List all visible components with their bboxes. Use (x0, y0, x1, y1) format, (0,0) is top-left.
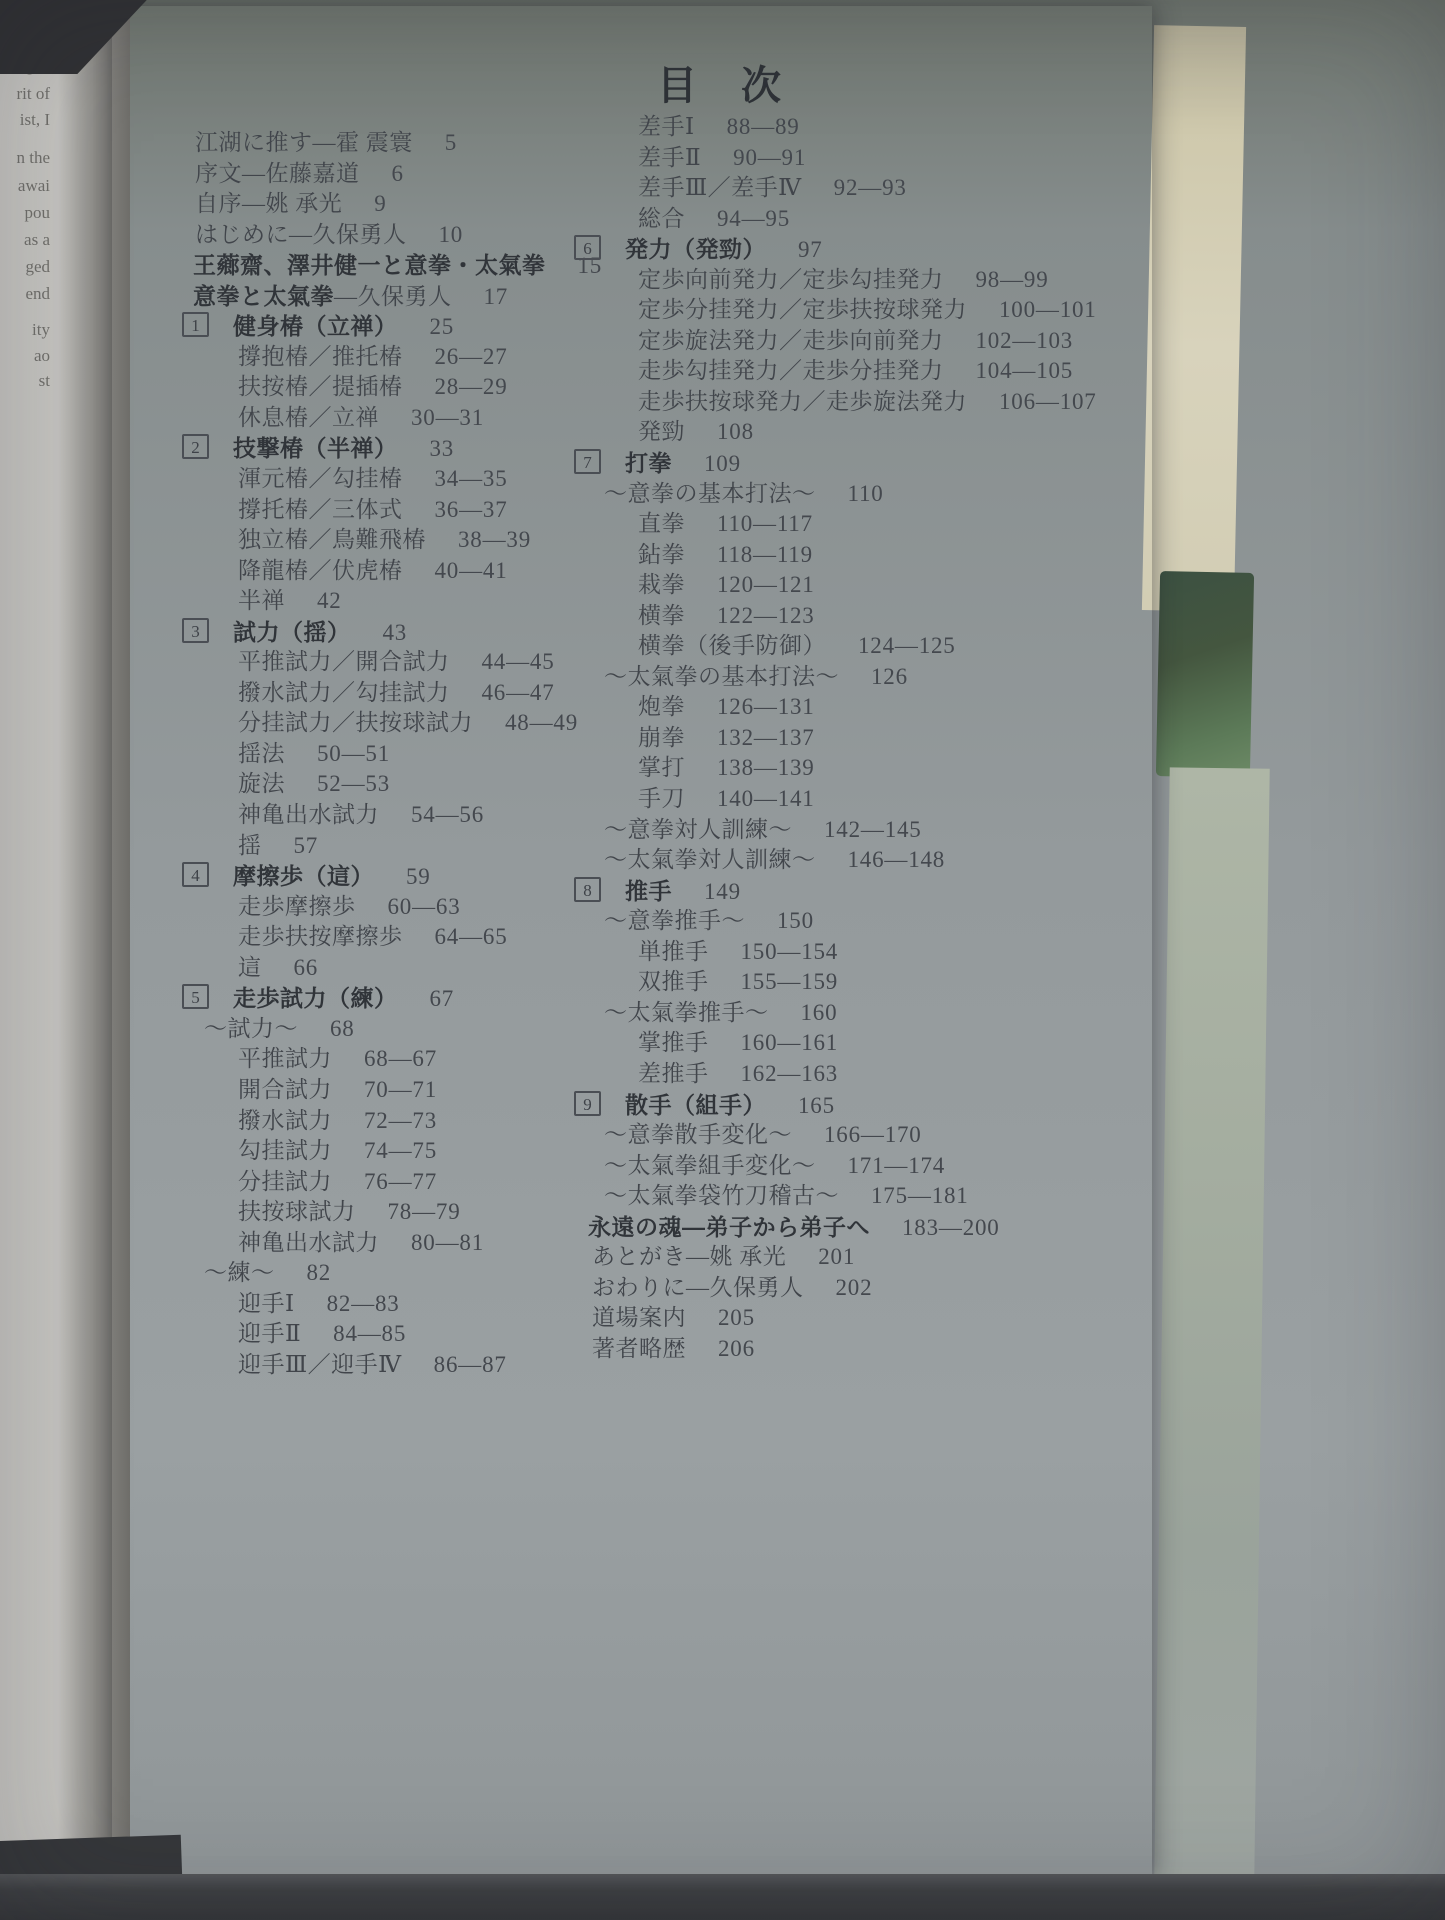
toc-entry-pages: 202 (835, 1274, 873, 1300)
toc-entry-pages: 109 (704, 451, 741, 477)
toc-entry-pages: 48―49 (505, 710, 578, 736)
toc-entry-pages: 124―125 (858, 633, 956, 659)
toc-entry-label: はじめに―久保勇人 (195, 221, 407, 247)
toc-entry-label: 摩擦歩（這） (233, 863, 374, 890)
toc-entry (574, 876, 1094, 907)
toc-entry-pages: 9 (374, 191, 387, 217)
toc-entry (574, 234, 1094, 265)
toc-entry-pages: 86―87 (433, 1351, 507, 1377)
toc-entry-pages: 30―31 (411, 404, 484, 430)
toc-entry (638, 937, 1094, 968)
toc-entry-label: 定歩旋法発力／走歩向前発力 (638, 327, 944, 353)
left-page-text-fragment: pou (24, 203, 50, 222)
toc-entry-label: 渾元椿／勾挂椿 (238, 466, 403, 492)
toc-entry-label: 走歩摩擦歩 (238, 893, 356, 919)
toc-entry-label: 勾挂試力 (238, 1138, 332, 1164)
toc-entry-pages: 140―141 (717, 786, 815, 812)
toc-entry-pages: 171―174 (847, 1152, 946, 1178)
toc-entry-pages: 26―27 (434, 343, 508, 369)
toc-entry-label: 撥水試力／勾挂試力 (238, 679, 450, 705)
toc-entry-pages: 90―91 (733, 144, 807, 170)
toc-entry-label: 撐托椿／三体式 (238, 496, 403, 522)
toc-entry-label: 撥水試力 (238, 1107, 332, 1133)
toc-entry-pages: 76―77 (364, 1168, 437, 1194)
toc-entry-pages: 74―75 (364, 1138, 437, 1164)
toc-entry-pages: 54―56 (411, 802, 484, 828)
toc-entry-label: ～意拳推手～ (604, 908, 745, 934)
toc-entry-label: ～意拳対人訓練～ (604, 816, 792, 842)
toc-entry-pages: 94―95 (717, 205, 790, 231)
toc-entry (604, 815, 1094, 846)
toc-entry-label: 差手Ⅲ／差手Ⅳ (638, 175, 802, 201)
toc-entry-pages: 5 (444, 130, 458, 155)
toc-entry-pages: 98―99 (975, 266, 1049, 292)
toc-entry-pages: 68 (330, 1015, 355, 1041)
toc-entry-label: おわりに―久保勇人 (592, 1274, 804, 1300)
chapter-number-box: 7 (574, 449, 601, 474)
toc-entry-label: 意拳と太氣拳 (193, 282, 334, 309)
toc-entry-pages: 146―148 (847, 847, 946, 873)
toc-entry-label: 炮拳 (638, 694, 685, 720)
toc-entry (592, 1273, 1094, 1304)
toc-entry-label: 鉆拳 (638, 541, 685, 567)
chapter-number-box: 1 (182, 312, 209, 337)
toc-entry-label: 序文―佐藤嘉道 (195, 160, 360, 186)
toc-entry-pages: 104―105 (975, 358, 1074, 384)
toc-entry (592, 1303, 1094, 1334)
toc-entry-label: 単推手 (638, 938, 709, 964)
toc-entry-pages: 106―107 (999, 388, 1097, 414)
toc-entry-pages: 38―39 (458, 527, 531, 553)
toc-entry-label: 江湖に推す―霍 震寰 (195, 130, 413, 155)
toc-entry-label: ～意拳散手変化～ (604, 1122, 792, 1148)
toc-entry-label: 横拳 (638, 602, 685, 628)
toc-entry-pages: 82―83 (326, 1290, 400, 1316)
toc-entry-label: 迎手Ⅱ (238, 1321, 302, 1347)
toc-entry-label: ～太氣拳組手変化～ (604, 1152, 816, 1178)
toc-entry-pages: 120―121 (717, 572, 815, 598)
toc-entry (604, 1120, 1094, 1151)
toc-entry (592, 1334, 1094, 1365)
toc-entry (638, 723, 1094, 754)
toc-entry-pages: 175―181 (871, 1183, 969, 1209)
toc-entry-label: 総合 (638, 205, 685, 231)
toc-entry (638, 326, 1094, 357)
toc-entry-label: 分挂試力／扶按球試力 (238, 710, 473, 736)
toc-entry-pages: 149 (704, 878, 741, 904)
chapter-number-box: 4 (182, 862, 209, 887)
toc-entry-pages: 34―35 (434, 466, 508, 492)
toc-entry (638, 967, 1094, 998)
toc-entry-label: 独立椿／鳥難飛椿 (238, 527, 426, 553)
toc-entry-label: 揺 (238, 832, 262, 858)
toc-entry-pages: 52―53 (317, 771, 390, 797)
toc-entry-label: 旋法 (238, 771, 285, 797)
toc-entry-label: 打拳 (625, 450, 672, 477)
toc-entry (638, 540, 1094, 571)
toc-entry-label: 道場案内 (592, 1305, 686, 1331)
toc-entry (604, 662, 1094, 693)
toc-entry-label: 扶按椿／提插椿 (238, 374, 403, 400)
toc-entry-pages: 28―29 (434, 374, 508, 400)
toc-entry-label-tail: ―久保勇人 (334, 283, 452, 309)
toc-entry-pages: 126 (871, 663, 908, 689)
toc-entry-pages: 50―51 (317, 740, 390, 766)
toc-entry-label: 健身椿（立禅） (233, 313, 398, 340)
toc-entry-pages: 36―37 (434, 496, 508, 522)
toc-entry-label: 差手Ⅰ (638, 114, 695, 139)
toc-entry-label: 走歩勾挂発力／走歩分挂発力 (638, 358, 944, 384)
toc-entry-label: ～意拳の基本打法～ (604, 480, 816, 506)
toc-entry-pages: 78―79 (387, 1199, 461, 1225)
toc-entry-pages: 160―161 (740, 1030, 839, 1056)
chapter-number-box: 3 (182, 618, 209, 643)
toc-entry-label: 双推手 (638, 969, 709, 995)
toc-entry-label: 推手 (625, 877, 672, 904)
toc-entry-pages: 46―47 (481, 679, 555, 705)
left-page-text-fragment: as a (24, 230, 50, 249)
toc-entry-pages: 70―71 (364, 1076, 437, 1102)
toc-entry-label: ～練～ (204, 1260, 275, 1286)
toc-entry-pages: 110 (847, 480, 884, 506)
toc-entry-label: 走歩試力（練） (233, 985, 398, 1012)
toc-entry-label: 扶按球試力 (238, 1199, 356, 1225)
toc-entry-pages: 44―45 (481, 649, 555, 675)
toc-entry (604, 906, 1094, 937)
left-page-text-fragment: rit of (16, 84, 50, 103)
chapter-number-box: 8 (574, 877, 601, 902)
toc-entry-label: ～太氣拳推手～ (604, 999, 769, 1025)
toc-entry (604, 998, 1094, 1029)
toc-entry-label: 試力（揺） (233, 618, 351, 645)
toc-entry-label: 王薌齋、澤井健一と意拳・太氣拳 (193, 252, 546, 279)
toc-entry-pages: 122―123 (717, 602, 815, 628)
toc-entry-pages: 166―170 (824, 1122, 922, 1148)
toc-entry (574, 1090, 1094, 1121)
toc-entry-pages: 6 (391, 160, 404, 186)
toc-entry (638, 295, 1097, 326)
toc-entry-pages: 10 (438, 221, 464, 247)
left-page-text-fragment: ity (32, 320, 50, 339)
toc-entry (638, 1028, 1094, 1059)
toc-entry-label: 開合試力 (238, 1076, 332, 1102)
toc-entry (604, 479, 1094, 510)
toc-entry (638, 601, 1094, 632)
left-page-text-fragment: ao (33, 346, 50, 365)
toc-entry (638, 631, 1094, 662)
toc-right-column (574, 112, 1097, 1364)
toc-entry-pages: 183―200 (902, 1214, 1000, 1240)
toc-entry-label: 手刀 (638, 786, 685, 812)
toc-entry-pages: 160 (800, 999, 838, 1025)
toc-entry (638, 692, 1094, 723)
toc-entry (574, 448, 1094, 479)
page-title: 目 次 (657, 64, 783, 108)
left-page-text-fragment: n the (16, 148, 50, 167)
toc-entry-pages: 67 (429, 986, 455, 1012)
toc-entry (638, 417, 1094, 448)
toc-entry-pages: 82 (306, 1260, 332, 1286)
toc-entry-pages: 42 (317, 588, 342, 614)
left-page-text-fragment: ist, I (19, 110, 50, 129)
toc-entry-pages: 25 (429, 314, 455, 340)
toc-entry-label: 走歩扶按摩擦歩 (238, 924, 403, 950)
toc-entry-pages: 165 (798, 1092, 835, 1118)
toc-entry-pages: 132―137 (717, 724, 815, 750)
toc-entry-label: 神亀出水試力 (238, 802, 379, 828)
toc-entry-pages: 150 (777, 908, 814, 934)
toc-entry-label: 技撃椿（半禅） (233, 435, 398, 462)
toc-entry-pages: 108 (717, 419, 754, 445)
toc-entry-pages: 60―63 (387, 893, 461, 919)
toc-entry (638, 143, 1094, 174)
toc-entry-pages: 100―101 (999, 297, 1097, 323)
toc-entry-pages: 64―65 (434, 924, 508, 950)
toc-entry-label: ～試力～ (204, 1015, 298, 1041)
toc-entry-pages: 72―73 (364, 1107, 437, 1133)
toc-entry-pages: 118―119 (717, 541, 813, 567)
toc-entry-label: 掌推手 (638, 1030, 709, 1056)
toc-entry (638, 173, 1094, 204)
toc-entry-label: 撐抱椿／推托椿 (238, 343, 403, 369)
left-page-text-fragment: st (38, 371, 50, 390)
toc-entry (592, 1242, 1094, 1273)
toc-entry-label: 差推手 (638, 1060, 709, 1086)
toc-entry-label: 迎手Ⅰ (238, 1290, 295, 1316)
toc-entry (638, 570, 1094, 601)
left-page-text-fragment: end (25, 284, 50, 303)
toc-entry (638, 356, 1094, 387)
toc-entry-pages: 88―89 (726, 114, 800, 139)
toc-entry-label: ～太氣拳袋竹刀稽古～ (604, 1183, 839, 1209)
toc-entry-label: 崩拳 (638, 724, 685, 750)
toc-entry-label: 栽拳 (638, 572, 685, 598)
toc-entry-pages: 84―85 (333, 1321, 407, 1347)
toc-entry-label: 迎手Ⅲ／迎手Ⅳ (238, 1351, 402, 1377)
toc-entry-label: 発勁 (638, 419, 685, 445)
toc-entry-pages: 92―93 (833, 175, 907, 201)
toc-entry-label: 著者略歴 (592, 1335, 686, 1361)
toc-entry (638, 1059, 1094, 1090)
toc-entry (638, 753, 1094, 784)
toc-entry (638, 265, 1094, 296)
toc-entry-label: 差手Ⅱ (638, 144, 702, 170)
toc-entry (638, 509, 1094, 540)
chapter-number-box: 5 (182, 984, 209, 1009)
left-page-text-fragment: ged (25, 257, 50, 276)
toc-entry-label: 分挂試力 (238, 1168, 332, 1194)
left-page-text-fragment: awai (17, 176, 50, 195)
toc-entry (638, 204, 1094, 235)
toc-entry-pages: 138―139 (717, 755, 815, 781)
toc-entry-pages: 57 (293, 832, 319, 858)
toc-entry (604, 845, 1094, 876)
toc-entry-pages: 66 (293, 954, 319, 980)
toc-entry-label: 永遠の魂―弟子から弟子へ (588, 1213, 870, 1240)
toc-entry-pages: 97 (798, 237, 823, 263)
toc-entry-label: 散手（組手） (625, 1091, 766, 1118)
toc-entry-pages: 17 (483, 283, 509, 309)
chapter-number-box: 9 (574, 1091, 601, 1116)
toc-entry-pages: 110―117 (717, 511, 813, 537)
book-fore-edge-lower (1154, 767, 1269, 1878)
toc-entry-label: 平推試力 (238, 1046, 332, 1072)
toc-entry-label: 平推試力／開合試力 (238, 649, 450, 675)
fore-edge-photo-patch (1156, 571, 1254, 778)
toc-entry-pages: 80―81 (411, 1229, 484, 1255)
toc-entry-label: 定歩分挂発力／定歩扶按球発力 (638, 297, 967, 323)
toc-entry (604, 1151, 1094, 1182)
toc-entry-pages: 33 (429, 436, 455, 462)
toc-entry-label: 直拳 (638, 511, 685, 537)
toc-entry-label: 揺法 (238, 740, 285, 766)
book-fore-edge-pages (1142, 25, 1246, 612)
toc-entry (588, 1212, 1094, 1243)
toc-entry-label: あとがき―姚 承光 (592, 1244, 787, 1270)
toc-entry-pages: 43 (382, 619, 408, 645)
toc-entry (638, 784, 1094, 815)
toc-entry-pages: 102―103 (975, 327, 1074, 353)
toc-entry-pages: 201 (818, 1244, 856, 1270)
toc-entry-label: 発力（発勁） (625, 236, 766, 263)
toc-entry (638, 112, 1094, 143)
toc-entry-label: 半禅 (238, 588, 285, 614)
toc-entry-pages: 40―41 (434, 557, 508, 583)
toc-entry-label: 自序―姚 承光 (195, 191, 343, 217)
toc-entry-label: 降龍椿／伏虎椿 (238, 557, 403, 583)
table-of-contents-page (112, 6, 1152, 1878)
toc-entry-label: 定歩向前発力／定歩勾挂発力 (638, 266, 944, 292)
toc-entry-pages: 68―67 (364, 1046, 437, 1072)
toc-entry-pages: 150―154 (740, 938, 839, 964)
toc-entry-pages: 59 (406, 864, 431, 890)
toc-entry-label: 横拳（後手防御） (638, 633, 826, 659)
toc-entry-label: 休息椿／立禅 (238, 404, 379, 430)
toc-entry-pages: 142―145 (824, 816, 922, 842)
toc-entry-label: ～太氣拳の基本打法～ (604, 663, 839, 689)
toc-entry-label: 掌打 (638, 755, 685, 781)
toc-entry-pages: 15 (577, 253, 603, 279)
toc-entry-pages: 162―163 (740, 1060, 839, 1086)
chapter-number-box: 2 (182, 434, 209, 459)
toc-entry-pages: 206 (718, 1335, 755, 1361)
toc-entry (604, 1181, 1094, 1212)
toc-entry-pages: 126―131 (717, 694, 815, 720)
table-surface (0, 1874, 1445, 1920)
toc-entry (638, 387, 1097, 418)
toc-entry-label: 神亀出水試力 (238, 1229, 379, 1255)
toc-entry-label: ～太氣拳対人訓練～ (604, 847, 816, 873)
toc-entry-pages: 155―159 (740, 969, 839, 995)
toc-entry-label: 走歩扶按球発力／走歩旋法発力 (638, 388, 967, 414)
toc-entry-label: 這 (238, 954, 262, 980)
chapter-number-box: 6 (574, 235, 601, 260)
toc-entry-pages: 205 (718, 1305, 755, 1331)
